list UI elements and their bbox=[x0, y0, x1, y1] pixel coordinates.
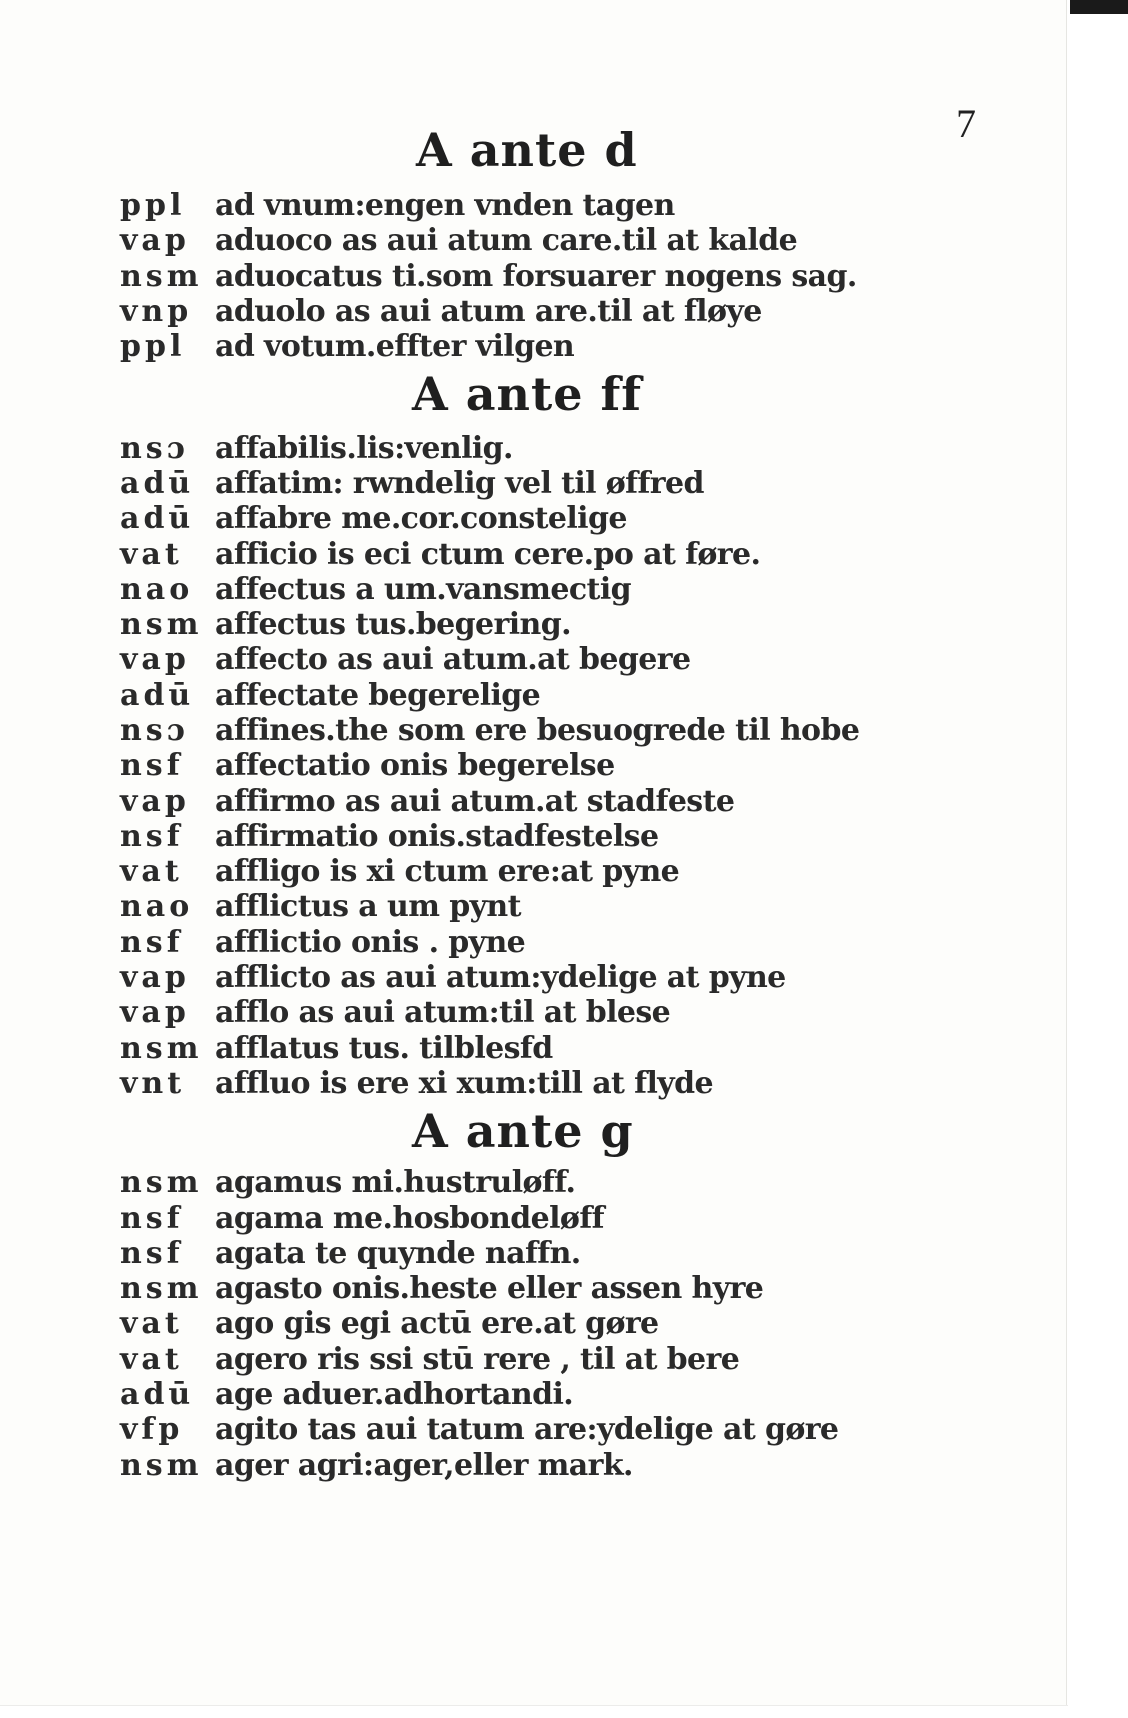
page-edge bbox=[1066, 0, 1128, 1718]
grammar-code: vat bbox=[120, 854, 183, 890]
grammar-code: ppl bbox=[120, 329, 186, 365]
dictionary-entries bbox=[120, 120, 1020, 1483]
grammar-code: nsf bbox=[120, 1235, 184, 1271]
entry-text: agata te quynde naffn. bbox=[215, 1235, 581, 1271]
entry-text: afflatus tus. tilblesfd bbox=[215, 1030, 553, 1066]
entry-row bbox=[120, 960, 1020, 995]
entry-row bbox=[120, 1342, 1020, 1377]
entry-row bbox=[120, 748, 1020, 783]
grammar-code: vap bbox=[120, 223, 190, 259]
grammar-code: nsf bbox=[120, 1200, 184, 1236]
grammar-code: adū bbox=[120, 1377, 195, 1413]
entry-text: agama me.hosbondeløff bbox=[215, 1200, 604, 1236]
grammar-code: nsɔ bbox=[120, 430, 189, 466]
entry-row bbox=[120, 259, 1020, 294]
bottom-edge bbox=[0, 1705, 1068, 1718]
entry-text: afflictus a um pynt bbox=[215, 889, 521, 925]
grammar-code: vnp bbox=[120, 294, 193, 330]
grammar-code: vfp bbox=[120, 1412, 184, 1448]
grammar-code: nsf bbox=[120, 818, 184, 854]
entry-row bbox=[120, 188, 1020, 223]
grammar-code: adū bbox=[120, 465, 195, 501]
section-heading: A ante g bbox=[412, 1104, 634, 1159]
entry-row bbox=[120, 607, 1020, 642]
grammar-code: vap bbox=[120, 995, 190, 1031]
entry-text: affirmo as aui atum.at stadfeste bbox=[215, 783, 735, 819]
grammar-code: vat bbox=[120, 1341, 183, 1377]
grammar-code: ppl bbox=[120, 188, 186, 224]
entry-text: afficio is eci ctum cere.po at føre. bbox=[215, 536, 761, 572]
entry-text: affectus tus.begering. bbox=[215, 607, 571, 643]
entry-text: affatim: rwndelig vel til øffred bbox=[215, 465, 704, 501]
grammar-code: nao bbox=[120, 889, 194, 925]
page-number: 7 bbox=[956, 101, 976, 146]
grammar-code: vap bbox=[120, 783, 190, 819]
entry-row bbox=[120, 1031, 1020, 1066]
entry-row bbox=[120, 1066, 1020, 1101]
entry-row bbox=[120, 783, 1020, 818]
entry-row bbox=[120, 1236, 1020, 1271]
grammar-code: nsm bbox=[120, 1271, 203, 1307]
entry-row bbox=[120, 678, 1020, 713]
entry-row bbox=[120, 819, 1020, 854]
entry-text: age aduer.adhortandi. bbox=[215, 1377, 574, 1413]
entry-text: afflo as aui atum:til at blese bbox=[215, 995, 671, 1031]
entry-row bbox=[120, 1306, 1020, 1341]
grammar-code: vnt bbox=[120, 1065, 186, 1101]
entry-text: affirmatio onis.stadfestelse bbox=[215, 818, 659, 854]
grammar-code: nsf bbox=[120, 748, 184, 784]
entry-text: affabilis.lis:venlig. bbox=[215, 430, 513, 466]
grammar-code: nsɔ bbox=[120, 713, 189, 748]
entry-row bbox=[120, 1200, 1020, 1235]
grammar-code: nsm bbox=[120, 258, 203, 294]
grammar-code: nsf bbox=[120, 924, 184, 960]
entry-row bbox=[120, 1377, 1020, 1412]
entry-row bbox=[120, 925, 1020, 960]
entry-row bbox=[120, 1412, 1020, 1447]
entry-text: aduoco as aui atum care.til at kalde bbox=[215, 223, 798, 259]
entry-text: agero ris ssi stū rere , til at bere bbox=[215, 1341, 740, 1377]
grammar-code: vat bbox=[120, 536, 183, 572]
grammar-code: nsm bbox=[120, 1447, 203, 1483]
entry-text: affluo is ere xi xum:till at flyde bbox=[215, 1065, 713, 1101]
entry-row bbox=[120, 713, 1020, 748]
grammar-code: adū bbox=[120, 677, 195, 713]
entry-row bbox=[120, 642, 1020, 677]
section-heading: A ante d bbox=[416, 123, 638, 177]
entry-text: ad votum.effter vilgen bbox=[215, 329, 575, 365]
entry-text: agito tas aui tatum are:ydelige at gøre bbox=[215, 1412, 839, 1448]
grammar-code: vap bbox=[120, 960, 190, 996]
section-heading: A ante ff bbox=[412, 367, 643, 422]
grammar-code: vat bbox=[120, 1306, 183, 1342]
entry-text: agasto onis.heste eller assen hyre bbox=[215, 1271, 764, 1307]
entry-text: affabre me.cor.constelige bbox=[215, 501, 627, 537]
grammar-code: adū bbox=[120, 501, 195, 537]
grammar-code: nsm bbox=[120, 1030, 203, 1066]
corner-bar bbox=[1070, 0, 1128, 14]
entry-text: affligo is xi ctum ere:at pyne bbox=[215, 854, 680, 890]
entry-text: afflictio onis . pyne bbox=[215, 924, 526, 960]
grammar-code: vap bbox=[120, 642, 190, 678]
entry-row bbox=[120, 294, 1020, 329]
entry-row bbox=[120, 1165, 1020, 1200]
grammar-code: nao bbox=[120, 571, 194, 607]
entry-row bbox=[120, 466, 1020, 501]
entry-text: ago gis egi actū ere.at gøre bbox=[215, 1306, 659, 1342]
entry-row bbox=[120, 1448, 1020, 1483]
entry-row bbox=[120, 329, 1020, 364]
grammar-code: nsm bbox=[120, 1165, 203, 1201]
entry-text: affectate begerelige bbox=[215, 677, 541, 713]
entry-row bbox=[120, 1271, 1020, 1306]
entry-text: aduocatus ti.som forsuarer nogens sag. bbox=[215, 258, 857, 294]
entry-text: affectatio onis begerelse bbox=[215, 748, 615, 784]
entry-row bbox=[120, 223, 1020, 258]
entry-row bbox=[120, 854, 1020, 889]
entry-row bbox=[120, 889, 1020, 924]
entry-row bbox=[120, 430, 1020, 465]
entry-text: affectus a um.vansmectig bbox=[215, 571, 631, 607]
grammar-code: nsm bbox=[120, 607, 203, 643]
entry-text: ager agri:ager,eller mark. bbox=[215, 1447, 633, 1483]
entry-text: aduolo as aui atum are.til at fløye bbox=[215, 294, 762, 330]
entry-text: affines.the som ere besuogrede til hobe bbox=[215, 713, 860, 748]
entry-text: agamus mi.hustruløff. bbox=[215, 1165, 576, 1201]
entry-text: afflicto as aui atum:ydelige at pyne bbox=[215, 960, 786, 996]
entry-row bbox=[120, 536, 1020, 571]
entry-row bbox=[120, 501, 1020, 536]
entry-row bbox=[120, 572, 1020, 607]
entry-text: ad vnum:engen vnden tagen bbox=[215, 188, 675, 224]
entry-row bbox=[120, 995, 1020, 1030]
entry-text: affecto as aui atum.at begere bbox=[215, 642, 691, 678]
